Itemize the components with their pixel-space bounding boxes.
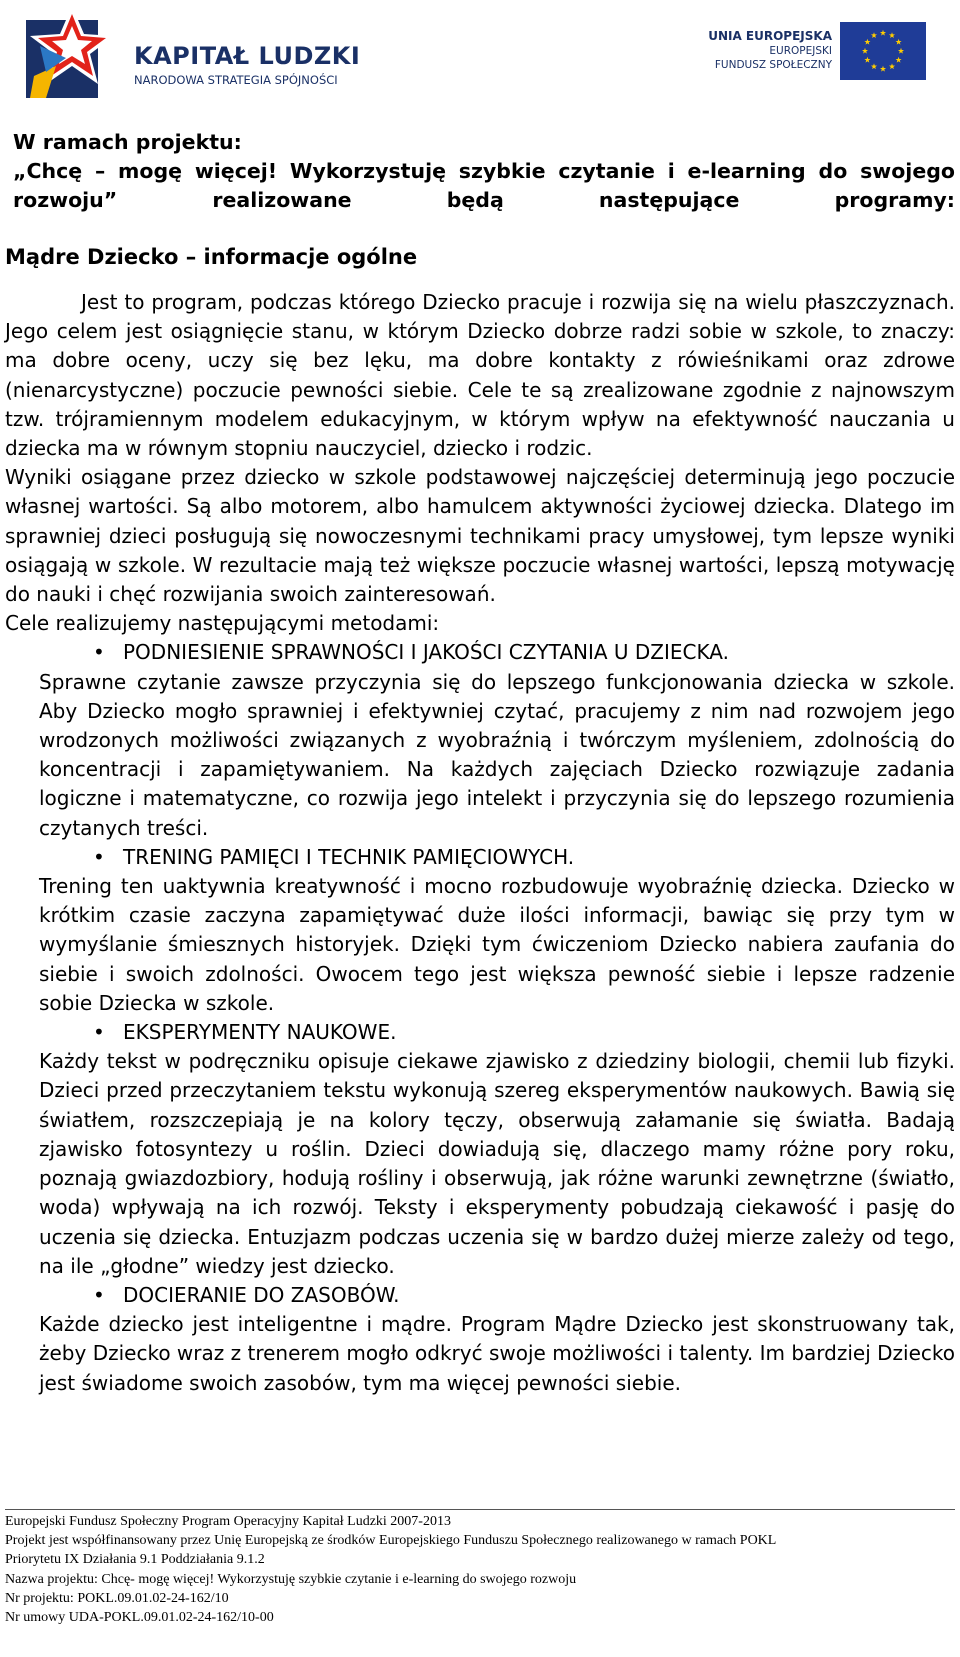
bullet-item-2 xyxy=(5,843,955,872)
footer-line-1: Europejski Fundusz Społeczny Program Operacyjny Kapitał Ludzki 2007-2013 xyxy=(5,1514,451,1529)
kapital-ludzki-logo xyxy=(26,6,361,102)
document-body xyxy=(5,128,955,1398)
eu-logo xyxy=(690,22,930,82)
star-icon xyxy=(26,6,118,102)
kapital-ludzki-subtitle: NARODOWA STRATEGIA SPÓJNOŚCI xyxy=(134,73,338,87)
bullet-title: TRENING PAMIĘCI I TECHNIK PAMIĘCIOWYCH. xyxy=(123,844,575,869)
bullet-item-1 xyxy=(5,638,955,667)
footer-line-4: Nazwa projektu: Chcę- mogę więcej! Wykorzystuję szybkie czytanie i e-learning do swojego rozwoju xyxy=(5,1571,577,1587)
footer-line-3: Priorytetu IX Działania 9.1 Poddziałania 9.1.2 xyxy=(5,1552,265,1568)
paragraph-1: Jest to program, podczas którego Dziecko pracuje i rozwija się na wielu płaszczyznach. Jego celem jest osiągnięcie stanu, w którym Dziecko dobrze radzi sobie w szkole, to znaczy: ma dobre oceny, uczy się bez lęku, ma dobre kontakty z rówieśnikami oraz zdrowe (nienarcystyczne) poczucie pewności siebie. Cele te są zrealizowane zgodnie z najnowszym tzw. trójramiennym modelem edukacyjnym, w którym wpływ na efektywność nauczania u dziecka ma w równym stopniu nauczyciel, dziecko i rodzic. xyxy=(5,290,955,461)
bullet-title: DOCIERANIE DO ZASOBÓW. xyxy=(123,1282,400,1307)
bullet-text-3: Każdy tekst w podręczniku opisuje ciekawe zjawisko z dziedziny biologii, chemii lub fizyki. Dzieci przed przeczytaniem tekstu wykonują szereg eksperymentów naukowych. Bawią się światłem, rozszczepiają je na kolory tęczy, obserwują załamanie się światła. Badają zjawisko fotosyntezy u roślin. Dzieci dowiadują się, dlaczego mamy różne pory roku, poznają gwiazdozbiory, hodują rośliny i obserwują, jak różne warunki zewnętrzne (światło, woda) wpływają na ich rozwój. Teksty i eksperymenty pobudzają ciekawość i pasję do uczenia się dziecka. Entuzjazm podczas uczenia się w bardzo dużej mierze zależy od tego, na ile „głodne” wiedzy jest dziecko. xyxy=(39,1049,955,1278)
eu-line-1: UNIA EUROPEJSKA xyxy=(708,29,832,43)
page-footer xyxy=(5,1509,955,1627)
intro-heading xyxy=(5,128,955,215)
section-title: Mądre Dziecko – informacje ogólne xyxy=(5,245,418,269)
kapital-ludzki-title: KAPITAŁ LUDZKI xyxy=(134,42,361,70)
footer-line-5: Nr projektu: POKL.09.01.02-24-162/10 xyxy=(5,1590,229,1606)
bullet-item-4 xyxy=(5,1281,955,1310)
eu-line-3: FUNDUSZ SPOŁECZNY xyxy=(714,59,832,71)
bullet-text-4: Każde dziecko jest inteligentne i mądre. Program Mądre Dziecko jest skonstruowany tak, żeby Dziecko wraz z trenerem mogło odkryć swoje możliwości i talenty. Im bardziej Dziecko jest świadome swoich zasobów, tym ma więcej pewności siebie. xyxy=(39,1312,955,1395)
intro-line-1: W ramach projektu: xyxy=(13,130,242,154)
eu-logo-text xyxy=(708,28,832,72)
footer-line-2: Projekt jest współfinansowany przez Unię Europejską ze środków Europejskiego Funduszu Społecznego realizowanego w ramach POKL xyxy=(5,1533,777,1549)
bullet-item-3 xyxy=(5,1018,955,1047)
bullet-icon: • xyxy=(93,844,105,869)
bullet-title: EKSPERYMENTY NAUKOWE. xyxy=(123,1020,397,1045)
intro-line-2: „Chcę – mogę więcej! Wykorzystuję szybkie czytanie i e-learning do swojego rozwoju” realizowane będą następujące programy: xyxy=(13,159,955,212)
eu-line-2: EUROPEJSKI xyxy=(769,45,832,57)
footer-line-6: Nr umowy UDA-POKL.09.01.02-24-162/10-00 xyxy=(5,1610,274,1626)
bullet-icon: • xyxy=(93,1282,105,1307)
eu-flag-icon xyxy=(840,22,926,80)
page-header xyxy=(0,0,960,110)
bullet-text-2: Trening ten uaktywnia kreatywność i mocno rozbudowuje wyobraźnię dziecka. Dziecko w krótkim czasie zaczyna zapamiętywać duże ilości informacji, bawiąc się przy tym w wymyślanie śmiesznych historyjek. Dzięki tym ćwiczeniom Dziecko nabiera zaufania do siebie i swoich zdolności. Owocem tego jest większa pewność siebie i lepsze radzenie sobie Dziecka w szkole. xyxy=(39,874,955,1015)
paragraph-2: Wyniki osiągane przez dziecko w szkole podstawowej najczęściej determinują jego poczucie własnej wartości. Są albo motorem, albo hamulcem aktywności życiowej dziecka. Dlatego im sprawniej dzieci posługują się nowoczesnymi technikami pracy umysłowej, tym lepsze wyniki osiągają w szkole. W rezultacie mają też większe poczucie własnej wartości, lepszą motywację do nauki i chęć rozwijania swoich zainteresowań. xyxy=(5,465,955,607)
bullet-icon: • xyxy=(93,640,105,665)
bullet-icon: • xyxy=(93,1020,105,1045)
paragraph-3: Cele realizujemy następującymi metodami: xyxy=(5,611,440,636)
bullet-title: PODNIESIENIE SPRAWNOŚCI I JAKOŚCI CZYTANIA U DZIECKA. xyxy=(123,640,729,665)
bullet-text-1: Sprawne czytanie zawsze przyczynia się do lepszego funkcjonowania dziecka w szkole. Aby Dziecko mogło sprawniej i efektywniej czytać, pracujemy z nim nad rozwojem jego wrodzonych możliwości związanych z wyobraźnią i twórczym myśleniem, zdolnością do koncentracji i zapamiętywaniem. Na każdych zajęciach Dziecko rozwiązuje zadania logiczne i matematyczne, co rozwija jego intelekt i przyczynia się do lepszego rozumienia czytanych treści. xyxy=(39,669,955,840)
